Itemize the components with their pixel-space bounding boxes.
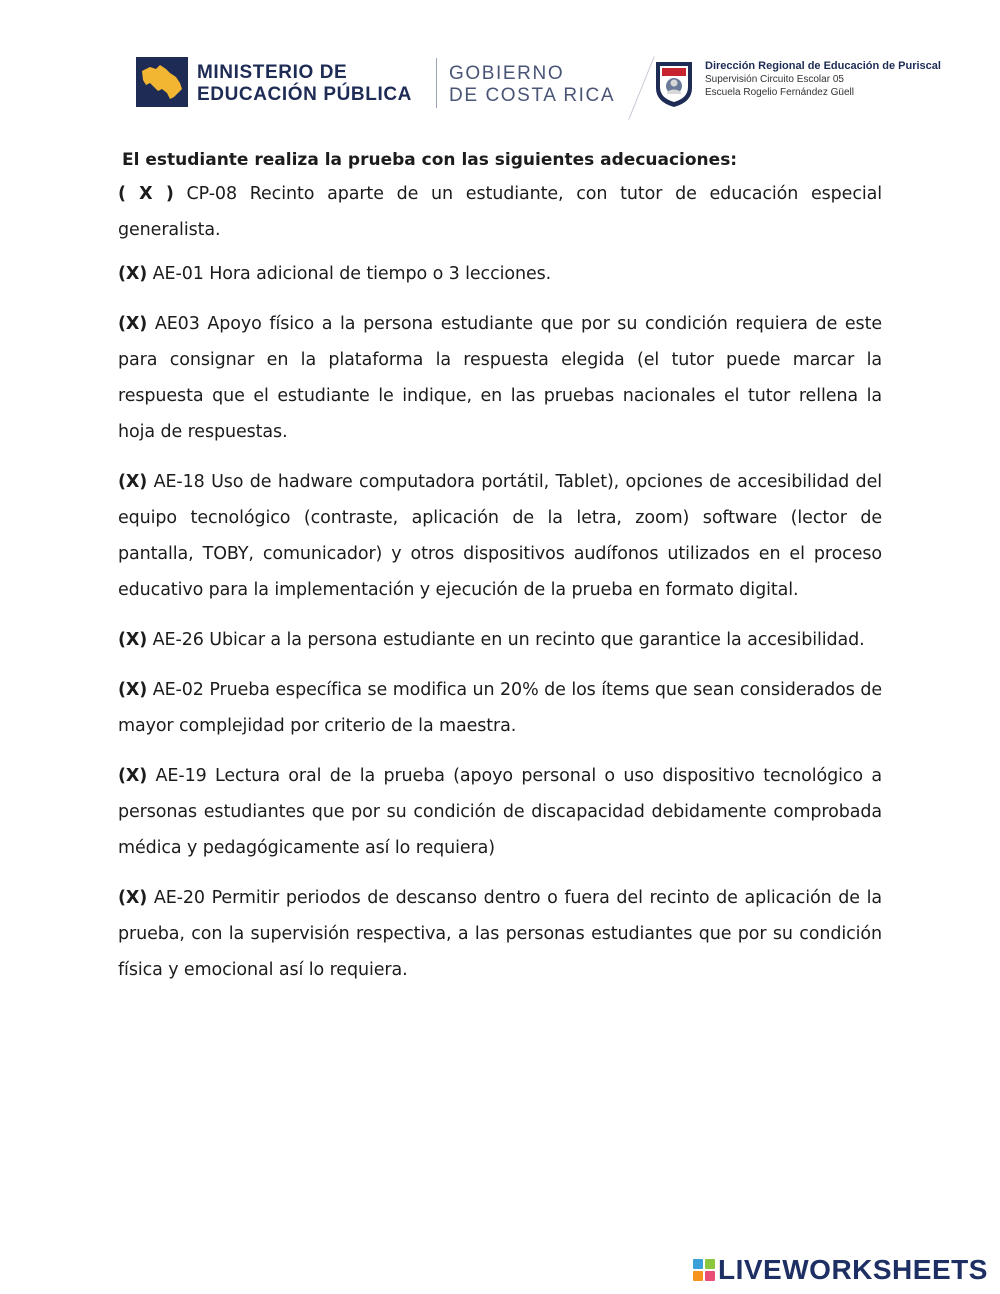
accommodation-text: AE-01 Hora adicional de tiempo o 3 lecciones. [147, 264, 552, 284]
logo-square-4 [705, 1271, 715, 1281]
document-heading: El estudiante realiza la prueba con las siguientes adecuaciones: [122, 150, 738, 170]
accommodation-item-ae-01 [118, 256, 882, 292]
logo-square-3 [693, 1271, 703, 1281]
ministry-line-2: EDUCACIÓN PÚBLICA [197, 84, 412, 105]
region-line-2: Supervisión Circuito Escolar 05 [705, 74, 844, 85]
check-mark: (X) [118, 888, 148, 908]
accommodation-item-ae-19 [118, 758, 882, 866]
government-line-1: GOBIERNO [449, 63, 565, 84]
accommodation-item-cp-08 [118, 176, 882, 248]
header-divider [436, 58, 437, 108]
government-line-2: DE COSTA RICA [449, 85, 616, 106]
check-mark: (X) [118, 472, 148, 492]
accommodation-item-ae-03 [118, 306, 882, 450]
accommodation-text: CP-08 Recinto aparte de un estudiante, con tutor de educación especial generalista. [118, 184, 882, 240]
check-mark: (X) [118, 766, 148, 786]
check-mark: (X) [118, 264, 148, 284]
accommodation-text: AE-20 Permitir periodos de descanso dentro o fuera del recinto de aplicación de la prueba, con la supervisión respectiva, a las personas estudiantes que por su condición física y emocional así lo requiera. [118, 888, 882, 980]
accommodation-item-ae-20 [118, 880, 882, 988]
check-mark: ( X ) [118, 184, 174, 204]
ministry-line-1: MINISTERIO DE [197, 62, 348, 83]
government-name [449, 63, 615, 107]
ministry-name [197, 62, 412, 106]
region-line-3: Escuela Rogelio Fernández Güell [705, 87, 854, 98]
logo-square-1 [693, 1259, 703, 1269]
accommodation-item-ae-18 [118, 464, 882, 608]
accommodation-item-ae-02 [118, 672, 882, 744]
page-header [0, 0, 1000, 130]
liveworksheets-brand[interactable] [693, 1255, 988, 1285]
liveworksheets-logo-icon [693, 1259, 715, 1281]
accommodation-text: AE-02 Prueba específica se modifica un 20% de los ítems que sean considerados de mayor complejidad por criterio de la maestra. [118, 680, 882, 736]
accommodation-text: AE-19 Lectura oral de la prueba (apoyo personal o uso dispositivo tecnológico a personas estudiantes que por su condición de discapacidad debidamente comprobada médica y pedagógicamente así lo requiera) [118, 766, 882, 858]
accommodation-item-ae-26 [118, 622, 882, 658]
accommodation-text: AE03 Apoyo físico a la persona estudiante que por su condición requiera de este para consignar en la plataforma la respuesta elegida (el tutor puede marcar la respuesta que el estudiante le indique, en las pruebas nacionales el tutor rellena la hoja de respuestas. [118, 314, 882, 442]
logo-square-2 [705, 1259, 715, 1269]
check-mark: (X) [118, 630, 148, 650]
costa-rica-map-logo [136, 57, 188, 107]
header-divider-slanted [628, 56, 654, 119]
regional-direction-info [705, 60, 941, 99]
region-line-1: Dirección Regional de Educación de Puriscal [705, 60, 941, 72]
accommodation-text: AE-18 Uso de hadware computadora portátil, Tablet), opciones de accesibilidad del equipo tecnológico (contraste, aplicación de la letra, zoom) software (lector de pantalla, TOBY, comunicador) y otros dispositivos audífonos utilizados en el proceso educativo para la implementación y ejecución de la prueba en formato digital. [118, 472, 882, 600]
accommodation-text: AE-26 Ubicar a la persona estudiante en un recinto que garantice la accesibilidad. [147, 630, 865, 650]
school-crest-icon [653, 58, 695, 108]
check-mark: (X) [118, 680, 148, 700]
document-body [118, 148, 882, 1002]
liveworksheets-wordmark: LIVEWORKSHEETS [718, 1254, 988, 1285]
check-mark: (X) [118, 314, 148, 334]
